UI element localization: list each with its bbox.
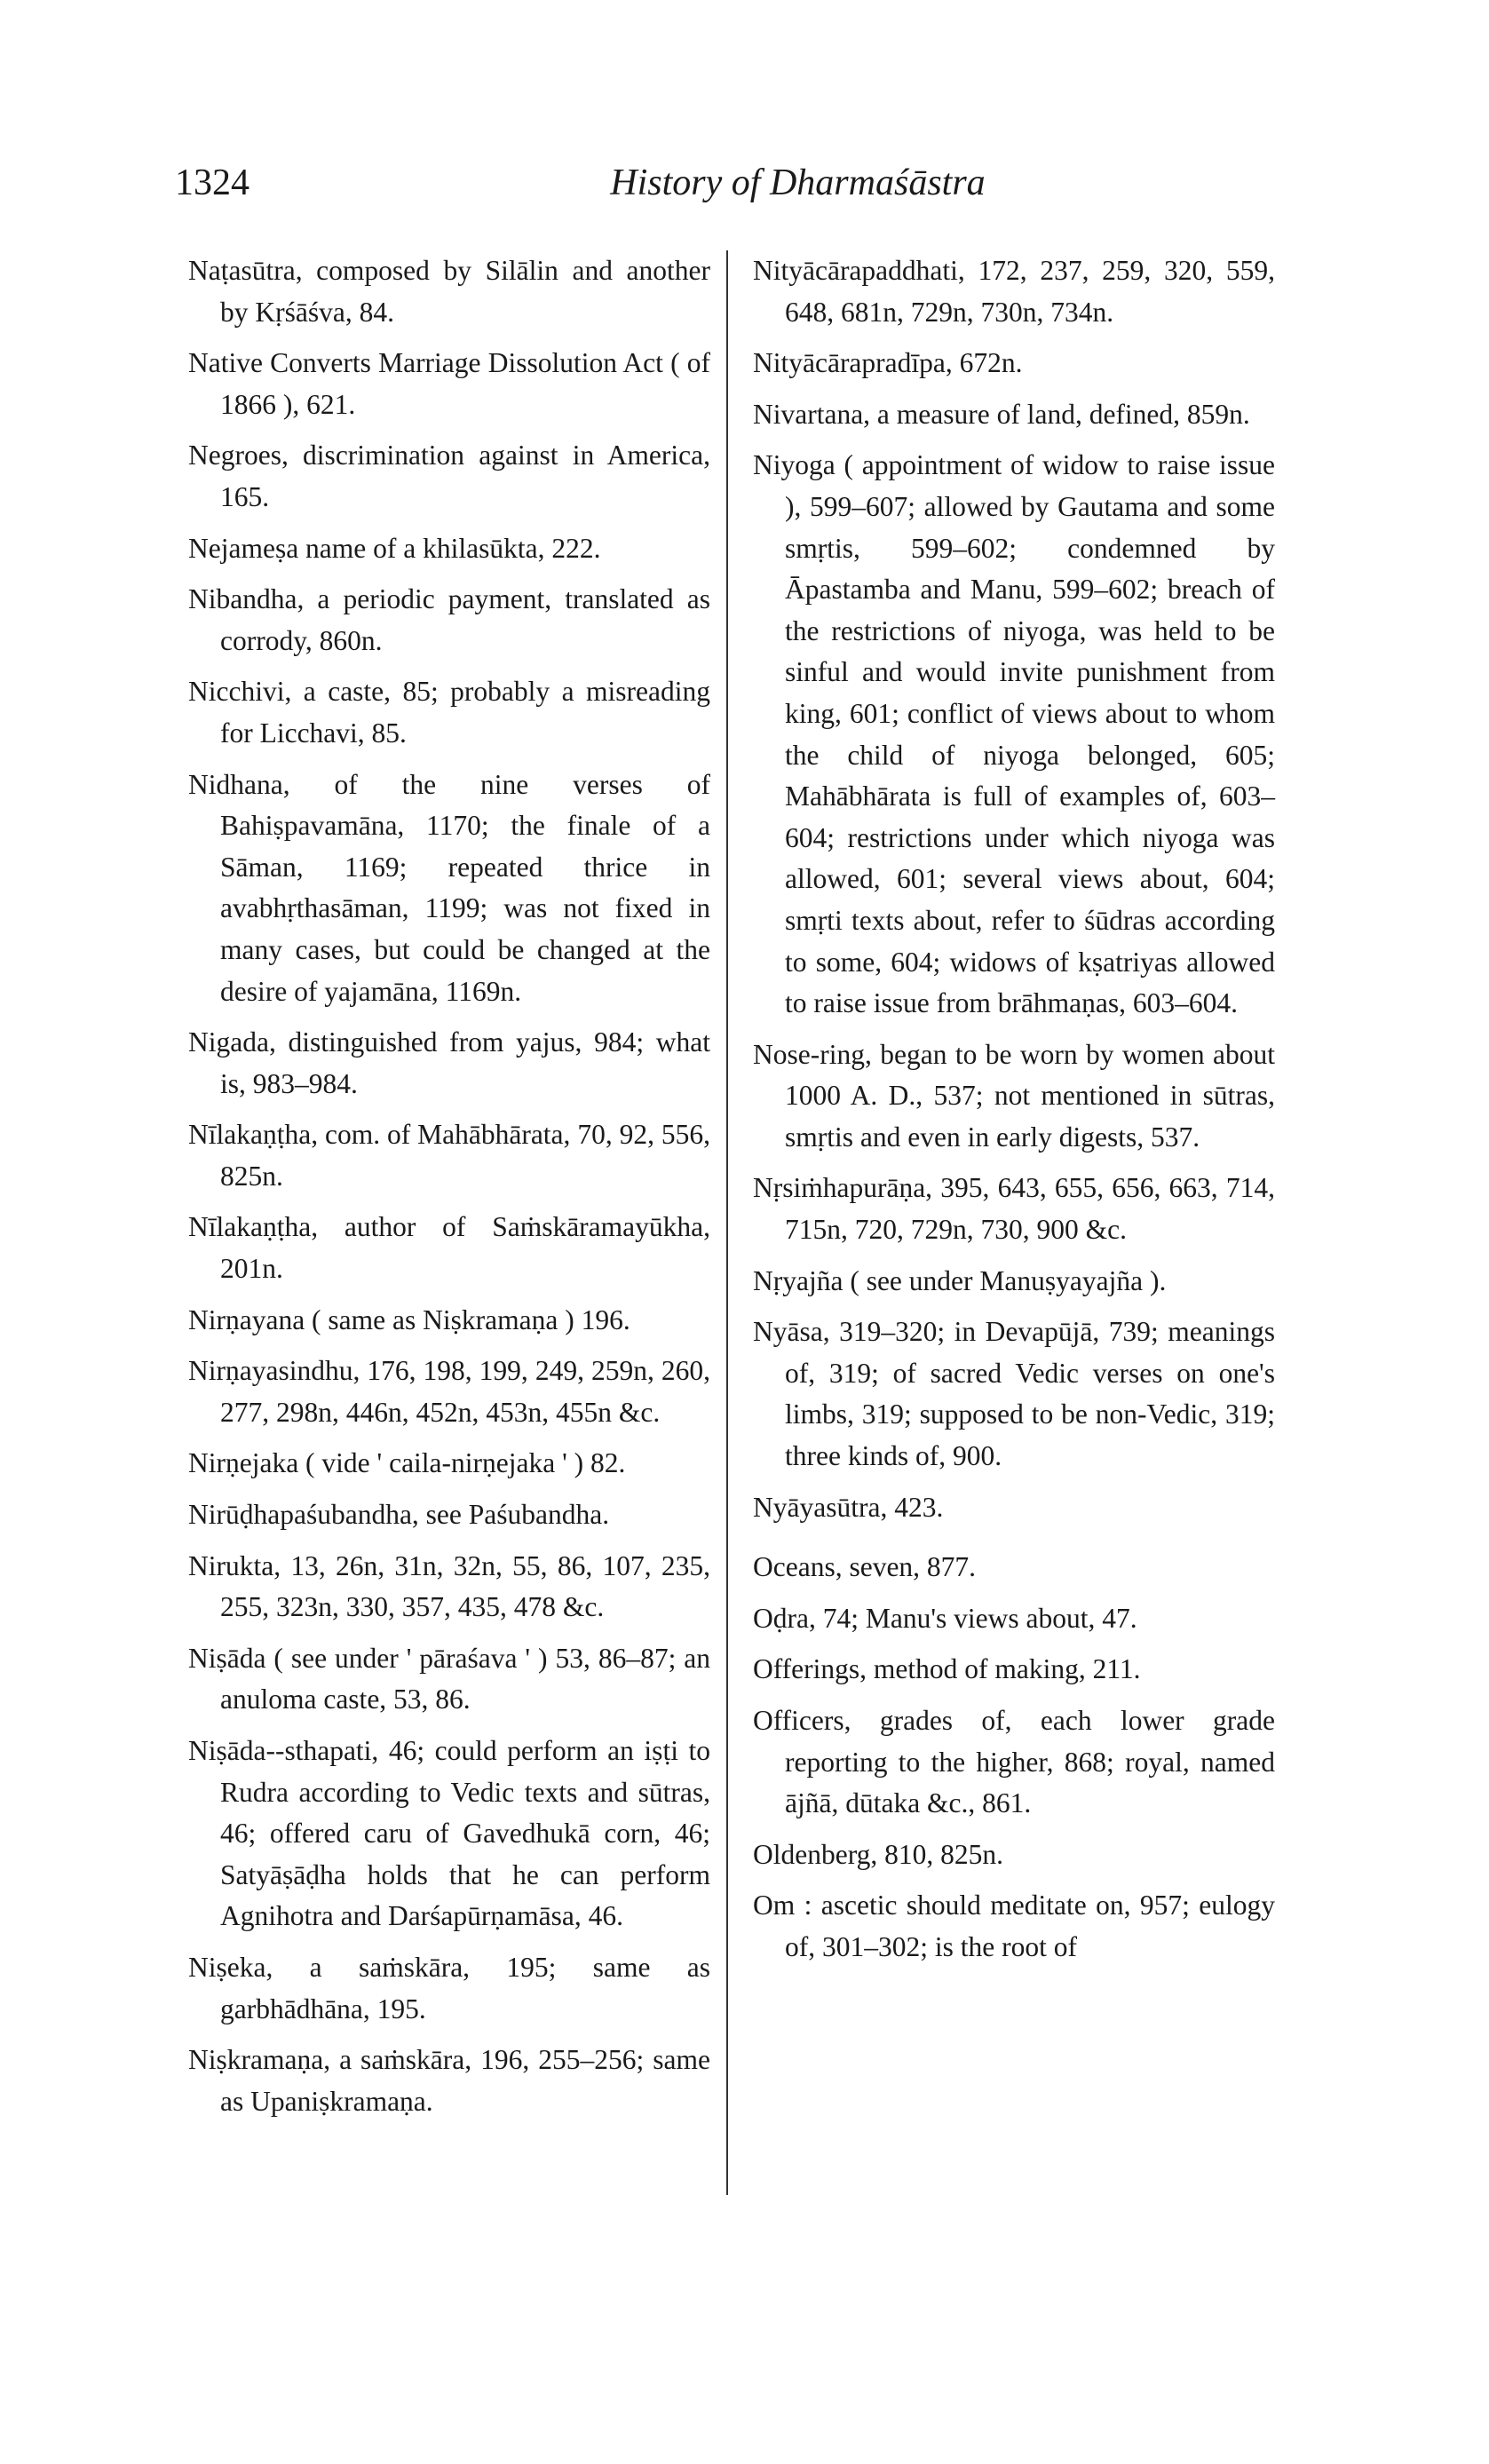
- left-index-column: [188, 250, 710, 2132]
- index-entry: Nicchivi, a caste, 85; probably a misreading for Licchavi, 85.: [188, 676, 710, 749]
- running-title: History of Dharmaśāstra: [610, 162, 986, 203]
- index-entry: Nṛsiṁhapurāṇa, 395, 643, 655, 656, 663, 714, 715n, 720, 729n, 730, 900 &c.: [753, 1172, 1275, 1246]
- index-entry: Niṣkramaṇa, a saṁskāra, 196, 255–256; same as Upaniṣkramaṇa.: [188, 2044, 710, 2117]
- index-entry: Officers, grades of, each lower grade reporting to the higher, 868; royal, named ājñā, dūtaka &c., 861.: [753, 1705, 1275, 1819]
- index-entry: Nivartana, a measure of land, defined, 859n.: [753, 398, 1250, 430]
- index-entry: Nyāsa, 319–320; in Devapūjā, 739; meanings of, 319; of sacred Vedic verses on one's limbs, 319; supposed to be non-Vedic, 319; three kinds of, 900.: [753, 1316, 1275, 1472]
- index-entry: Niyoga ( appointment of widow to raise issue ), 599–607; allowed by Gautama and some smṛtis, 599–602; condemned by Āpastamba and Manu, 599–602; breach of the restrictions of niyoga, was held to be sinful and would invite punishment from king, 601; conflict of views about to whom the child of niyoga belonged, 605; Mahābhārata is full of examples of, 603–604; restrictions under which niyoga was allowed, 601; several views about, 604; smṛti texts about, refer to śūdras according to some, 604; widows of kṣatriyas allowed to raise issue from brāhmaṇas, 603–604.: [753, 449, 1275, 1019]
- index-entry: Negroes, discrimination against in America, 165.: [188, 440, 710, 512]
- index-entry: Offerings, method of making, 211.: [753, 1653, 1141, 1685]
- index-entry: Nirṇayasindhu, 176, 198, 199, 249, 259n, 260, 277, 298n, 446n, 452n, 453n, 455n &c.: [188, 1355, 710, 1428]
- index-entry: Nirṇayana ( same as Niṣkramaṇa ) 196.: [188, 1303, 630, 1335]
- index-entry: Nose-ring, began to be worn by women about 1000 A. D., 537; not mentioned in sūtras, smṛtis and even in early digests, 537.: [753, 1038, 1275, 1153]
- index-entry: Nṛyajña ( see under Manuṣyayajña ).: [753, 1264, 1167, 1296]
- index-entry: Oceans, seven, 877.: [753, 1551, 977, 1583]
- index-entry: Niṣāda--sthapati, 46; could perform an iṣṭi to Rudra according to Vedic texts and sūtras, 46; offered caru of Gavedhukā corn, 46; Satyāṣāḍha holds that he can perform Agnihotra and Darśapūrṇamāsa, 46.: [188, 1735, 710, 1932]
- index-entry: Nirukta, 13, 26n, 31n, 32n, 55, 86, 107, 235, 255, 323n, 330, 357, 435, 478 &c.: [188, 1549, 710, 1623]
- index-entry: Nyāyasūtra, 423.: [753, 1491, 944, 1523]
- index-entry: Oḍra, 74; Manu's views about, 47.: [753, 1602, 1137, 1634]
- index-entry: Native Converts Marriage Dissolution Act ( of 1866 ), 621.: [188, 347, 710, 420]
- index-entry: Nirūḍhapaśubandha, see Paśubandha.: [188, 1499, 610, 1531]
- index-entry: Nibandha, a periodic payment, translated as corrody, 860n.: [188, 583, 710, 656]
- index-entry: Nigada, distinguished from yajus, 984; what is, 983–984.: [188, 1026, 710, 1099]
- index-entry: Nīlakaṇṭha, author of Saṁskāramayūkha, 201n.: [188, 1211, 710, 1285]
- index-entry: Naṭasūtra, composed by Silālin and another by Kṛśāśva, 84.: [188, 255, 710, 328]
- index-entry: Nityācārapradīpa, 672n.: [753, 347, 1023, 379]
- page-number: 1324: [175, 162, 249, 203]
- index-entry: Oldenberg, 810, 825n.: [753, 1838, 1004, 1870]
- index-entry: Nīlakaṇṭha, com. of Mahābhārata, 70, 92, 556, 825n.: [188, 1119, 710, 1192]
- index-entry: Nityācārapaddhati, 172, 237, 259, 320, 559, 648, 681n, 729n, 730n, 734n.: [753, 255, 1275, 328]
- right-index-column: [753, 250, 1275, 1978]
- index-entry: Om : ascetic should meditate on, 957; eulogy of, 301–302; is the root of: [753, 1890, 1275, 1962]
- index-entry: Nirṇejaka ( vide ' caila-nirṇejaka ' ) 82.: [188, 1447, 626, 1479]
- column-divider: [726, 250, 728, 2195]
- index-entry: Nejameṣa name of a khilasūkta, 222.: [188, 532, 601, 564]
- letter-section-gap: [753, 1538, 1275, 1547]
- index-entry: Niṣeka, a saṁskāra, 195; same as garbhādhāna, 195.: [188, 1951, 710, 2024]
- index-entry: Niṣāda ( see under ' pāraśava ' ) 53, 86–87; an anuloma caste, 53, 86.: [188, 1642, 710, 1715]
- index-entry: Nidhana, of the nine verses of Bahiṣpavamāna, 1170; the finale of a Sāman, 1169; repeated thrice in avabhṛthasāman, 1199; was not fixed in many cases, but could be changed at the desire of yajamāna, 1169n.: [188, 768, 710, 1007]
